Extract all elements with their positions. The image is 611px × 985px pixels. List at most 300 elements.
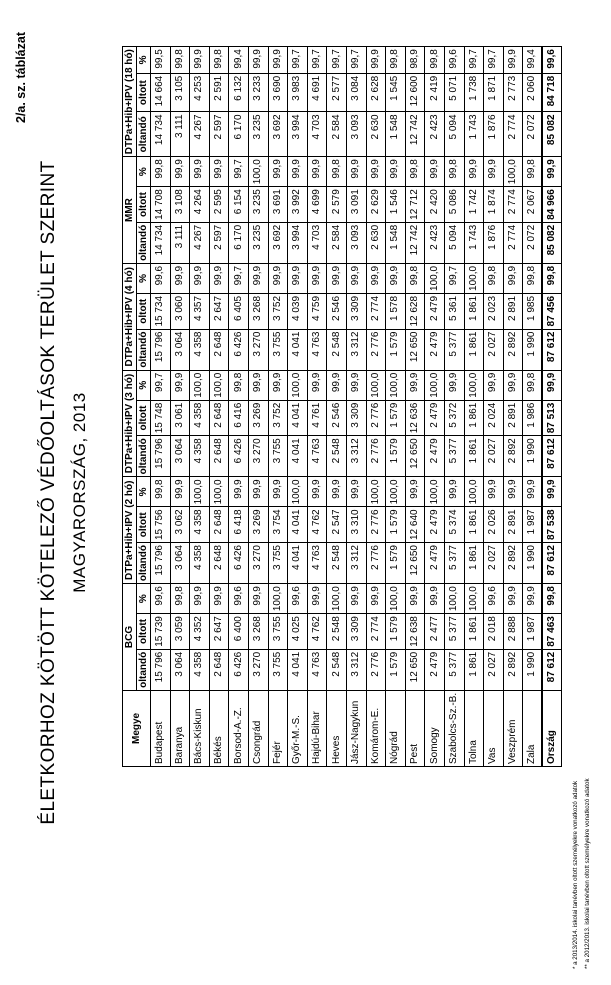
value-cell: 99,9 (288, 157, 308, 187)
value-cell: 4 763 (307, 543, 327, 584)
value-cell: 2 027 (484, 543, 504, 584)
value-cell: 99,8 (151, 477, 171, 507)
county-cell: Nógrád (386, 690, 406, 766)
header-sub: oltott (137, 187, 151, 223)
value-cell: 1 548 (386, 222, 406, 263)
value-cell: 2 479 (425, 400, 445, 436)
value-cell: 100,0 (327, 584, 347, 614)
value-cell: 4 763 (307, 649, 327, 690)
header-group: DTPa+Hib+IPV (4 hó) (123, 263, 137, 370)
value-cell: 3 269 (248, 400, 268, 436)
value-cell: 99,7 (229, 263, 249, 293)
value-cell: 6 170 (229, 112, 249, 157)
table-body (151, 47, 562, 767)
value-cell: 99,9 (405, 477, 425, 507)
value-cell: 99,9 (248, 370, 268, 400)
value-cell: 3 064 (170, 649, 190, 690)
table-row (327, 47, 347, 767)
county-cell: Komárom-E. (366, 690, 386, 766)
header-sub: oltott (137, 293, 151, 329)
value-cell: 99,9 (248, 263, 268, 293)
value-cell: 3 309 (346, 400, 366, 436)
value-cell: 2 546 (327, 293, 347, 329)
value-cell: 99,9 (523, 584, 543, 614)
value-cell: 99,9 (248, 47, 268, 74)
value-cell: 2 774 (503, 187, 523, 223)
value-cell: 4 253 (190, 73, 210, 112)
value-cell: 1 987 (523, 614, 543, 650)
value-cell: 99,9 (386, 263, 406, 293)
value-cell: 3 060 (170, 293, 190, 329)
table-row (268, 47, 288, 767)
value-cell: 3 111 (170, 222, 190, 263)
value-cell: 99,8 (484, 263, 504, 293)
value-cell: 3 309 (346, 614, 366, 650)
value-cell: 99,7 (444, 263, 464, 293)
value-cell: 4 358 (190, 649, 210, 690)
value-cell: 4 761 (307, 400, 327, 436)
value-cell: 99,8 (523, 370, 543, 400)
value-cell: 99,9 (190, 157, 210, 187)
header-sub: oltott (137, 614, 151, 650)
value-cell: 99,8 (523, 157, 543, 187)
value-cell: 4 041 (288, 543, 308, 584)
county-cell: Zala (523, 690, 543, 766)
value-cell: 99,9 (268, 263, 288, 293)
table-row (170, 47, 190, 767)
value-cell: 14 734 (151, 112, 171, 157)
value-cell: 2 420 (425, 187, 445, 223)
table-header-sub (137, 47, 151, 767)
county-cell: Győr-M.-S. (288, 690, 308, 766)
value-cell: 2 630 (366, 222, 386, 263)
value-cell: 2 060 (523, 73, 543, 112)
value-cell: 14 664 (151, 73, 171, 112)
value-cell: 2 891 (503, 400, 523, 436)
value-cell: 99,8 (229, 370, 249, 400)
value-cell: 99,6 (151, 263, 171, 293)
value-cell: 99,9 (386, 157, 406, 187)
header-sub: oltandó (137, 649, 151, 690)
value-cell: 1 876 (484, 222, 504, 263)
value-cell: 99,9 (366, 47, 386, 74)
value-cell: 99,5 (151, 47, 171, 74)
value-cell: 1 986 (523, 400, 543, 436)
value-cell: 14 708 (151, 187, 171, 223)
table-row (151, 47, 171, 767)
value-cell: 84 966 (542, 187, 562, 223)
value-cell: 3 270 (248, 329, 268, 370)
value-cell: 5 372 (444, 400, 464, 436)
value-cell: 3 691 (268, 187, 288, 223)
value-cell: 99,9 (503, 47, 523, 74)
value-cell: 2 648 (209, 436, 229, 477)
value-cell: 99,9 (170, 370, 190, 400)
value-cell: 2 548 (327, 436, 347, 477)
county-cell: Tolna (464, 690, 484, 766)
value-cell: 3 064 (170, 436, 190, 477)
value-cell: 100,0 (464, 584, 484, 614)
value-cell: 12 640 (405, 507, 425, 543)
value-cell: 84 718 (542, 73, 562, 112)
value-cell: 3 091 (346, 187, 366, 223)
value-cell: 2 548 (327, 614, 347, 650)
value-cell: 2 479 (425, 436, 445, 477)
value-cell: 2 648 (209, 400, 229, 436)
value-cell: 99,6 (484, 584, 504, 614)
value-cell: 3 690 (268, 73, 288, 112)
value-cell: 99,9 (327, 263, 347, 293)
value-cell: 3 755 (268, 436, 288, 477)
value-cell: 99,9 (190, 47, 210, 74)
table-row (425, 47, 445, 767)
value-cell: 1 990 (523, 436, 543, 477)
value-cell: 1 861 (464, 400, 484, 436)
table-row (405, 47, 425, 767)
value-cell: 100,0 (190, 477, 210, 507)
value-cell: 3 994 (288, 222, 308, 263)
table-number-label: 2/a. sz. táblázat (14, 32, 28, 124)
header-group: DTPa+Hib+IPV (18 hó) (123, 47, 137, 157)
county-cell: Heves (327, 690, 347, 766)
value-cell: 12 650 (405, 543, 425, 584)
header-sub: oltandó (137, 112, 151, 157)
value-cell: 99,9 (366, 263, 386, 293)
value-cell: 5 377 (444, 329, 464, 370)
value-cell: 4 358 (190, 400, 210, 436)
value-cell: 2 579 (327, 187, 347, 223)
value-cell: 99,9 (268, 157, 288, 187)
value-cell: 99,9 (268, 477, 288, 507)
header-sub: oltott (137, 73, 151, 112)
value-cell: 15 796 (151, 329, 171, 370)
value-cell: 3 270 (248, 436, 268, 477)
value-cell: 99,8 (170, 584, 190, 614)
value-cell: 4 358 (190, 436, 210, 477)
value-cell: 1 861 (464, 293, 484, 329)
value-cell: 1 579 (386, 329, 406, 370)
value-cell: 99,9 (366, 584, 386, 614)
value-cell: 15 739 (151, 614, 171, 650)
value-cell: 99,9 (484, 477, 504, 507)
value-cell: 12 600 (405, 73, 425, 112)
value-cell: 1 578 (386, 293, 406, 329)
value-cell: 6 170 (229, 222, 249, 263)
county-cell: Bács-Kiskun (190, 690, 210, 766)
value-cell: 2 026 (484, 507, 504, 543)
value-cell: 1 742 (464, 187, 484, 223)
value-cell: 99,9 (405, 584, 425, 614)
value-cell: 99,8 (386, 47, 406, 74)
value-cell: 99,9 (523, 477, 543, 507)
value-cell: 3 111 (170, 112, 190, 157)
value-cell: 4 762 (307, 507, 327, 543)
value-cell: 3 108 (170, 187, 190, 223)
value-cell: 100,0 (464, 263, 484, 293)
value-cell: 2 067 (523, 187, 543, 223)
value-cell: 5 377 (444, 649, 464, 690)
header-sub: % (137, 370, 151, 400)
value-cell: 2 648 (209, 329, 229, 370)
county-cell: Somogy (425, 690, 445, 766)
value-cell: 99,9 (405, 370, 425, 400)
footnote: * a 2013/2014. iskolai tanévben oltott személyekre vonatkozó adatok (572, 780, 579, 969)
value-cell: 2 648 (209, 543, 229, 584)
value-cell: 1 861 (464, 649, 484, 690)
value-cell: 4 039 (288, 293, 308, 329)
value-cell: 2 891 (503, 507, 523, 543)
value-cell: 3 312 (346, 329, 366, 370)
value-cell: 99,9 (484, 157, 504, 187)
value-cell: 100,0 (386, 370, 406, 400)
county-cell: Szabolcs-Sz.-B. (444, 690, 464, 766)
value-cell: 2 774 (366, 293, 386, 329)
value-cell: 4 759 (307, 293, 327, 329)
value-cell: 85 082 (542, 112, 562, 157)
header-sub: oltott (137, 400, 151, 436)
value-cell: 2 423 (425, 222, 445, 263)
value-cell: 87 612 (542, 329, 562, 370)
value-cell: 99,8 (523, 263, 543, 293)
value-cell: 100,0 (248, 157, 268, 187)
value-cell: 99,9 (170, 477, 190, 507)
value-cell: 12 650 (405, 436, 425, 477)
header-sub: % (137, 263, 151, 293)
value-cell: 99,9 (366, 157, 386, 187)
value-cell: 99,9 (327, 370, 347, 400)
value-cell: 12 636 (405, 400, 425, 436)
value-cell: 3 270 (248, 649, 268, 690)
value-cell: 99,9 (307, 263, 327, 293)
value-cell: 1 579 (386, 436, 406, 477)
value-cell: 4 763 (307, 436, 327, 477)
value-cell: 4 041 (288, 507, 308, 543)
value-cell: 4 041 (288, 649, 308, 690)
value-cell: 3 309 (346, 293, 366, 329)
value-cell: 4 358 (190, 543, 210, 584)
value-cell: 2 648 (209, 649, 229, 690)
value-cell: 87 612 (542, 543, 562, 584)
value-cell: 99,9 (268, 370, 288, 400)
value-cell: 2 027 (484, 329, 504, 370)
value-cell: 2 892 (503, 436, 523, 477)
value-cell: 2 423 (425, 112, 445, 157)
value-cell: 99,9 (170, 263, 190, 293)
value-cell: 99,9 (209, 263, 229, 293)
value-cell: 6 132 (229, 73, 249, 112)
value-cell: 99,6 (542, 47, 562, 74)
value-cell: 4 041 (288, 329, 308, 370)
value-cell: 6 418 (229, 507, 249, 543)
value-cell: 5 086 (444, 187, 464, 223)
header-sub: oltott (137, 507, 151, 543)
value-cell: 3 994 (288, 112, 308, 157)
value-cell: 1 548 (386, 112, 406, 157)
value-cell: 4 691 (307, 73, 327, 112)
value-cell: 99,7 (346, 47, 366, 74)
value-cell: 99,9 (307, 477, 327, 507)
value-cell: 6 426 (229, 329, 249, 370)
value-cell: 4 358 (190, 507, 210, 543)
page-title: ÉLETKORHOZ KÖTÖTT KÖTELEZŐ VÉDŐOLTÁSOK TERÜLET SZERINT (38, 160, 59, 825)
value-cell: 1 579 (386, 507, 406, 543)
county-cell: Jász-Nagykun (346, 690, 366, 766)
value-cell: 1 861 (464, 329, 484, 370)
value-cell: 100,0 (288, 477, 308, 507)
value-cell: 2 018 (484, 614, 504, 650)
value-cell: 5 377 (444, 436, 464, 477)
value-cell: 3 755 (268, 649, 288, 690)
value-cell: 3 084 (346, 73, 366, 112)
value-cell: 12 650 (405, 329, 425, 370)
value-cell: 15 796 (151, 543, 171, 584)
value-cell: 2 479 (425, 507, 445, 543)
header-megye: Megye (123, 690, 151, 766)
value-cell: 99,9 (542, 477, 562, 507)
value-cell: 3 754 (268, 507, 288, 543)
value-cell: 99,9 (288, 263, 308, 293)
value-cell: 4 357 (190, 293, 210, 329)
value-cell: 1 990 (523, 329, 543, 370)
header-sub: % (137, 584, 151, 614)
value-cell: 4 358 (190, 329, 210, 370)
value-cell: 2 479 (425, 329, 445, 370)
value-cell: 2 548 (327, 329, 347, 370)
table-row (190, 47, 210, 767)
value-cell: 2 776 (366, 436, 386, 477)
value-cell: 100,0 (503, 157, 523, 187)
header-group: DTPa+Hib+IPV (3 hó) (123, 370, 137, 477)
value-cell: 100,0 (209, 370, 229, 400)
footnote: ** a 2012/2013. iskolai tanévben oltott személyekre vonatkozó adatok (584, 778, 591, 969)
value-cell: 2 419 (425, 73, 445, 112)
value-cell: 99,8 (170, 47, 190, 74)
value-cell: 15 734 (151, 293, 171, 329)
value-cell: 3 233 (248, 73, 268, 112)
table-header-groups (123, 47, 137, 767)
value-cell: 2 595 (209, 187, 229, 223)
value-cell: 15 748 (151, 400, 171, 436)
value-cell: 2 027 (484, 436, 504, 477)
value-cell: 99,9 (209, 157, 229, 187)
value-cell: 6 426 (229, 543, 249, 584)
value-cell: 2 479 (425, 649, 445, 690)
vaccination-table (122, 46, 562, 767)
value-cell: 1 871 (484, 73, 504, 112)
value-cell: 2 479 (425, 293, 445, 329)
value-cell: 99,8 (542, 263, 562, 293)
value-cell: 99,8 (425, 47, 445, 74)
value-cell: 1 987 (523, 507, 543, 543)
value-cell: 2 023 (484, 293, 504, 329)
value-cell: 3 269 (248, 507, 268, 543)
value-cell: 5 094 (444, 222, 464, 263)
value-cell: 1 546 (386, 187, 406, 223)
value-cell: 99,7 (484, 47, 504, 74)
value-cell: 99,9 (503, 477, 523, 507)
value-cell: 4 703 (307, 222, 327, 263)
value-cell: 2 774 (366, 614, 386, 650)
value-cell: 3 268 (248, 293, 268, 329)
value-cell: 99,9 (425, 157, 445, 187)
value-cell: 2 630 (366, 112, 386, 157)
value-cell: 87 463 (542, 614, 562, 650)
value-cell: 2 774 (503, 222, 523, 263)
value-cell: 87 538 (542, 507, 562, 543)
county-cell: Vas (484, 690, 504, 766)
value-cell: 3 310 (346, 507, 366, 543)
value-cell: 1 579 (386, 400, 406, 436)
value-cell: 99,9 (542, 157, 562, 187)
header-group: MMR (123, 157, 137, 264)
value-cell: 4 699 (307, 187, 327, 223)
value-cell: 3 235 (248, 222, 268, 263)
value-cell: 12 742 (405, 112, 425, 157)
value-cell: 99,9 (484, 370, 504, 400)
value-cell: 99,8 (405, 263, 425, 293)
value-cell: 6 405 (229, 293, 249, 329)
value-cell: 99,9 (190, 263, 210, 293)
value-cell: 100,0 (464, 370, 484, 400)
value-cell: 2 647 (209, 614, 229, 650)
value-cell: 3 268 (248, 614, 268, 650)
value-cell: 99,9 (307, 157, 327, 187)
value-cell: 3 093 (346, 112, 366, 157)
header-sub: oltandó (137, 222, 151, 263)
value-cell: 4 703 (307, 112, 327, 157)
value-cell: 3 064 (170, 329, 190, 370)
value-cell: 99,9 (444, 370, 464, 400)
value-cell: 99,7 (151, 370, 171, 400)
value-cell: 100,0 (288, 370, 308, 400)
value-cell: 6 426 (229, 436, 249, 477)
value-cell: 99,7 (288, 47, 308, 74)
value-cell: 99,8 (327, 157, 347, 187)
value-cell: 3 752 (268, 293, 288, 329)
county-cell: Budapest (151, 690, 171, 766)
value-cell: 2 774 (503, 112, 523, 157)
value-cell: 15 756 (151, 507, 171, 543)
value-cell: 99,9 (248, 584, 268, 614)
value-cell: 2 584 (327, 112, 347, 157)
value-cell: 100,0 (425, 370, 445, 400)
header-sub: % (137, 47, 151, 74)
value-cell: 87 513 (542, 400, 562, 436)
value-cell: 3 062 (170, 507, 190, 543)
county-cell: Hajdú-Bihar (307, 690, 327, 766)
value-cell: 1 985 (523, 293, 543, 329)
value-cell: 4 762 (307, 614, 327, 650)
value-cell: 4 041 (288, 436, 308, 477)
value-cell: 4 352 (190, 614, 210, 650)
value-cell: 2 892 (503, 649, 523, 690)
value-cell: 3 692 (268, 222, 288, 263)
value-cell: 100,0 (386, 584, 406, 614)
value-cell: 12 628 (405, 293, 425, 329)
value-cell: 2 892 (503, 329, 523, 370)
table-row (209, 47, 229, 767)
value-cell: 87 612 (542, 436, 562, 477)
value-cell: 2 776 (366, 400, 386, 436)
value-cell: 3 983 (288, 73, 308, 112)
value-cell: 3 235 (248, 187, 268, 223)
value-cell: 99,9 (503, 370, 523, 400)
value-cell: 4 267 (190, 112, 210, 157)
value-cell: 3 692 (268, 112, 288, 157)
header-sub: oltandó (137, 436, 151, 477)
value-cell: 1 743 (464, 222, 484, 263)
value-cell: 2 072 (523, 112, 543, 157)
